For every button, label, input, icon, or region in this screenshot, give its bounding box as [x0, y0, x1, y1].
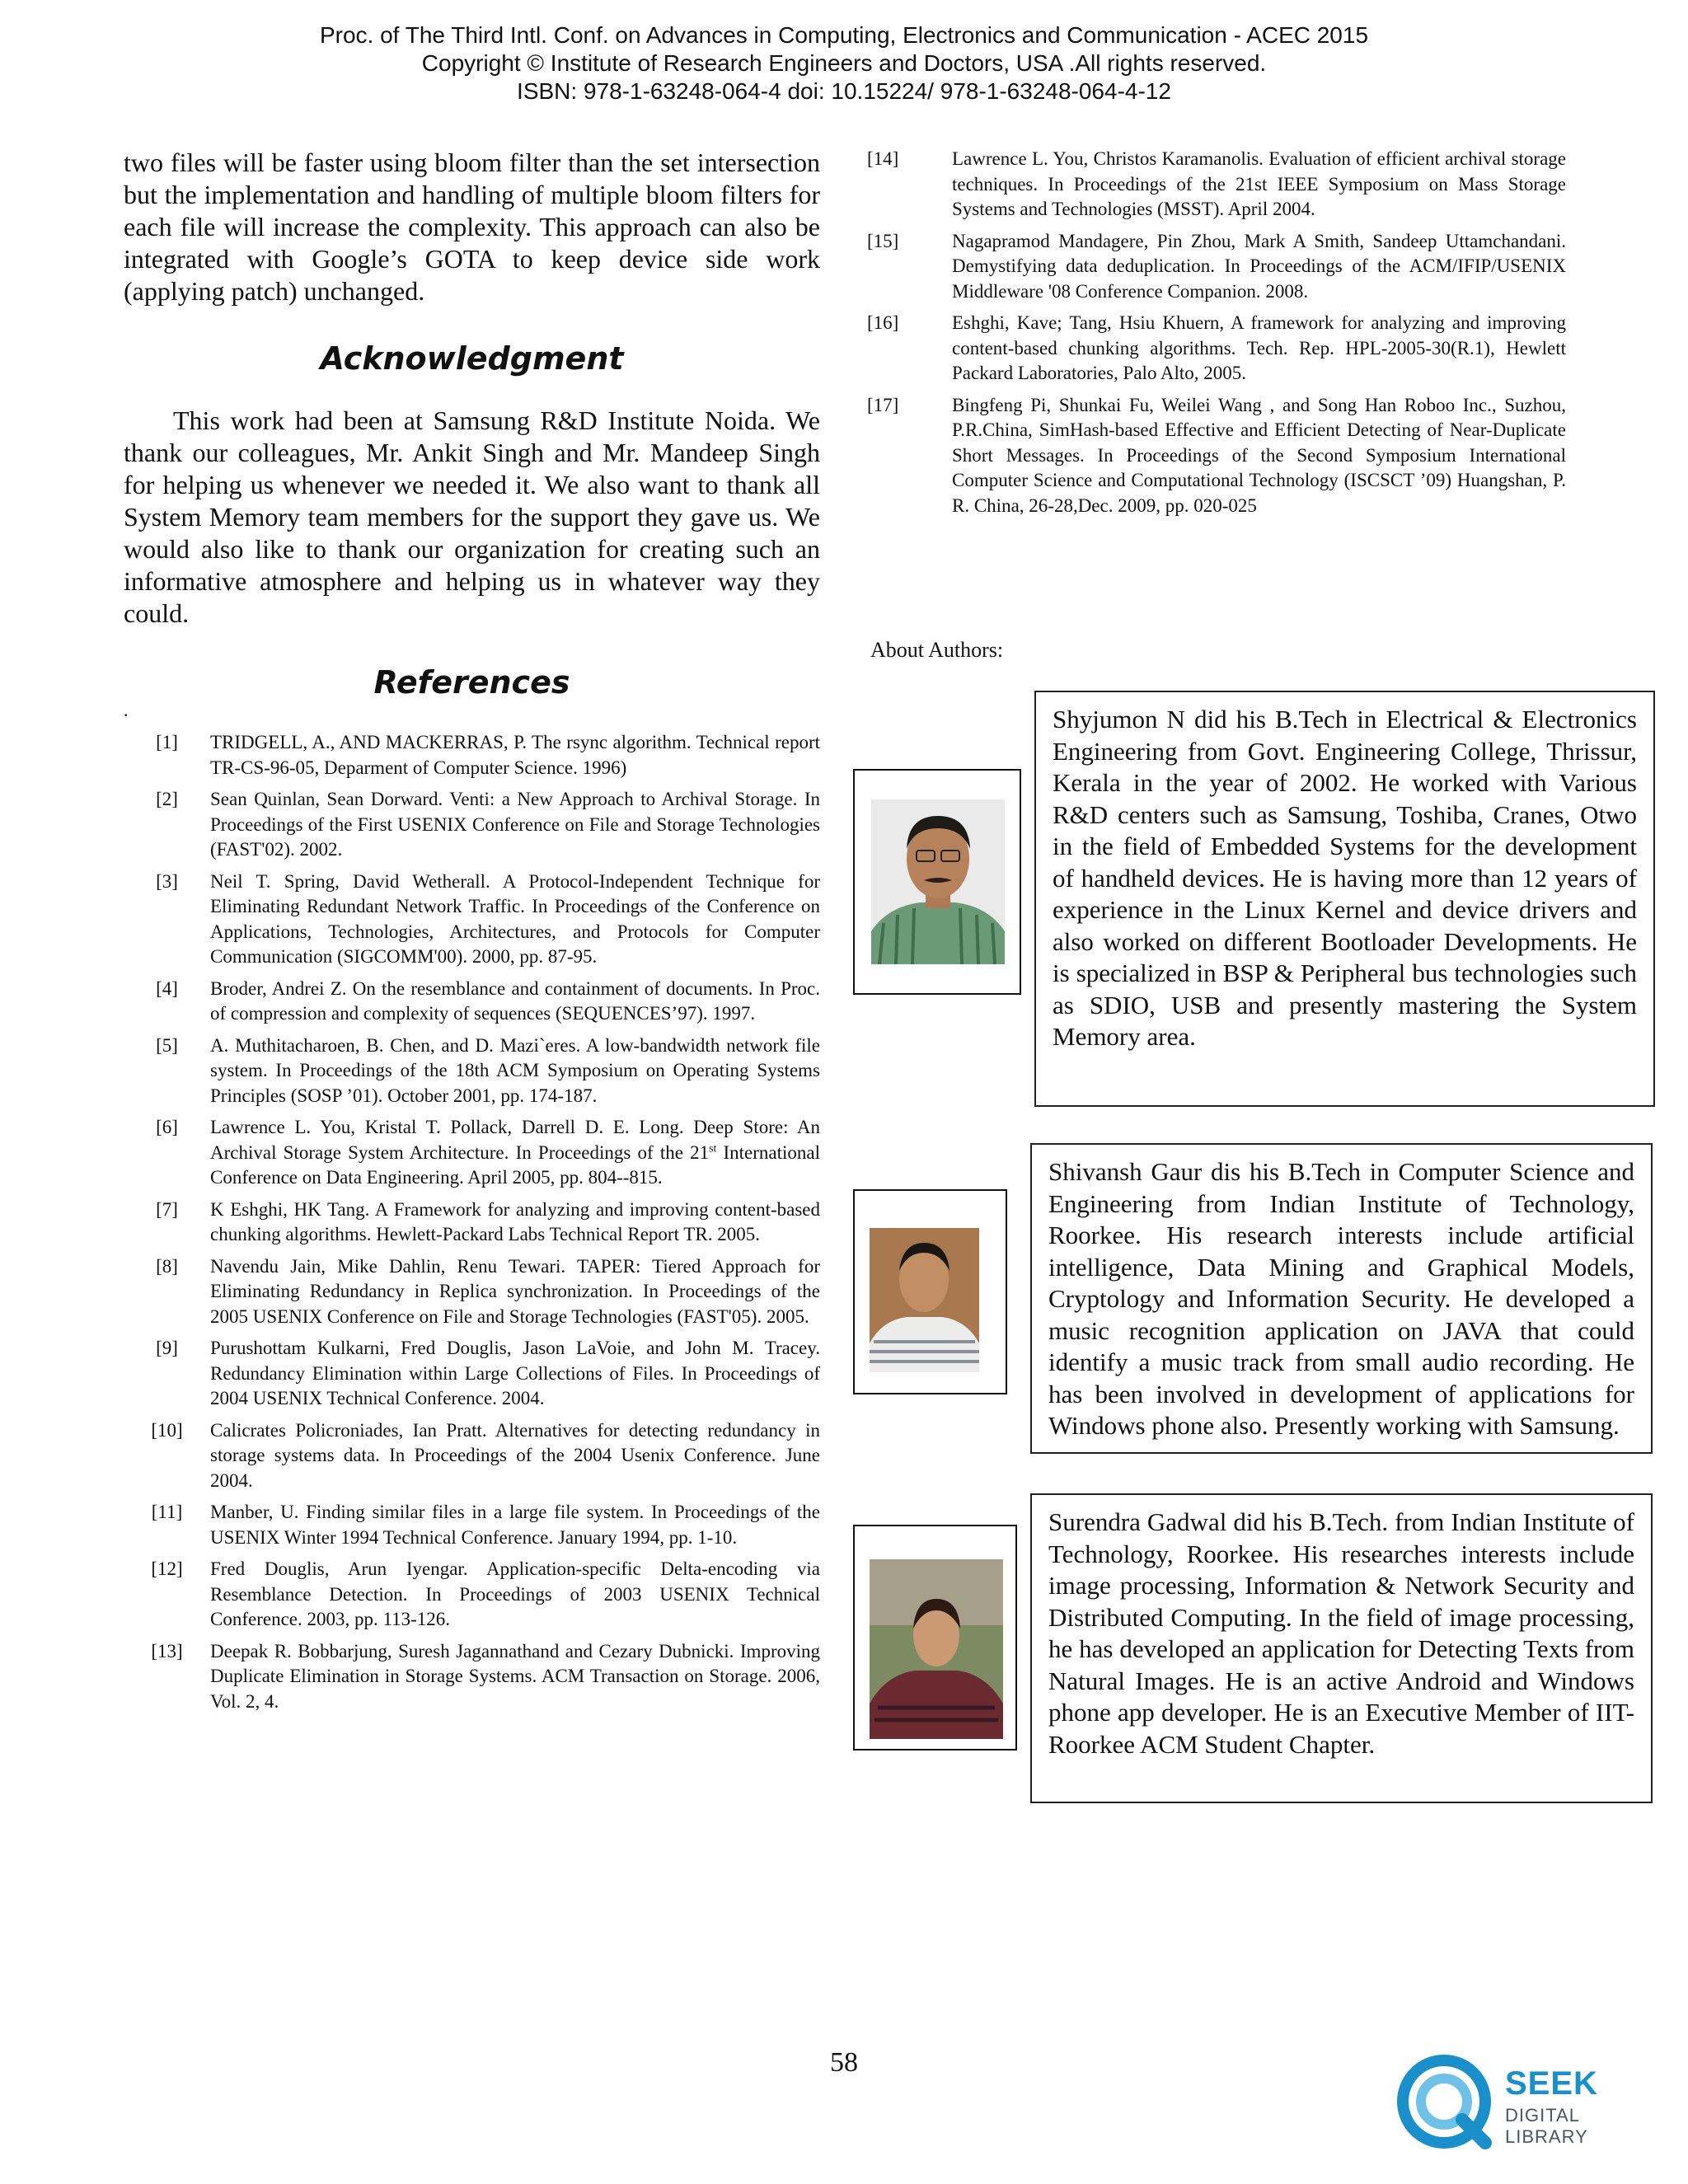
- reference-number: [9]: [156, 1338, 178, 1358]
- right-column: [867, 147, 1566, 525]
- reference-item: [124, 977, 820, 1027]
- header-line-3: ISBN: 978-1-63248-064-4 doi: 10.15224/ 978-1-63248-064-4-12: [517, 78, 1171, 104]
- author-portrait-icon: [871, 799, 1005, 964]
- reference-item: [124, 1115, 820, 1191]
- author-bio-box: [1030, 1143, 1653, 1454]
- author-photo: [871, 799, 1005, 964]
- reference-text-part: Lawrence L. You, Kristal T. Pollack, Darrell D. E. Long. Deep Store: An Archival Storage System Architecture. In Proceedings of the 21: [210, 1117, 820, 1163]
- reference-number: [11]: [151, 1502, 183, 1522]
- reference-text: [210, 1115, 820, 1191]
- reference-item: [124, 787, 820, 863]
- reference-text: Calicrates Policroniades, Ian Pratt. Alternatives for detecting redundancy in storage systems data. In Proceedings of the 2004 Usenix Conference. June 2004.: [210, 1419, 820, 1491]
- reference-item: [124, 1500, 820, 1550]
- reference-text: Manber, U. Finding similar files in a large file system. In Proceedings of the USENIX Winter 1994 Technical Conference. January 1994, pp. 1-10.: [210, 1502, 820, 1548]
- seek-logo-icon: [1393, 2050, 1500, 2158]
- reference-text: Purushottam Kulkarni, Fred Douglis, Jason LaVoie, and John M. Tracey. Redundancy Elimination within Large Collections of Files. In Proceedings of 2004 USENIX Technical Conference. 2004.: [210, 1338, 820, 1408]
- reference-number: [12]: [151, 1558, 183, 1579]
- reference-text-part: International Conference on Data Engineering. April 2005, pp. 804--815.: [210, 1141, 820, 1188]
- acknowledgment-heading: Acknowledgment: [320, 340, 624, 377]
- reference-number: [14]: [867, 148, 899, 169]
- reference-text: Bingfeng Pi, Shunkai Fu, Weilei Wang , and Song Han Roboo Inc., Suzhou, P.R.China, SimHash-based Effective and Efficient Detecting of Near-Duplicate Short Messages. In Proceedings of the Second Symposium International Computer Science and Computational Technology (ISCSCT ’09) Huangshan, P. R. China, 26-28,Dec. 2009, pp. 020-025: [952, 394, 1566, 516]
- stray-dot: .: [124, 700, 129, 720]
- reference-number: [5]: [156, 1034, 178, 1056]
- header-line-1: Proc. of The Third Intl. Conf. on Advances in Computing, Electronics and Communication - ACEC 2015: [319, 22, 1369, 48]
- conference-header: [0, 21, 1688, 105]
- reference-text: Navendu Jain, Mike Dahlin, Renu Tewari. TAPER: Tiered Approach for Eliminating Redundancy in Replica synchronization. In Proceedings of the 2005 USENIX Conference on File and Storage Technologies (FAST'05). 2005.: [210, 1255, 820, 1327]
- reference-item: [124, 1639, 820, 1715]
- reference-item: [124, 1254, 820, 1330]
- reference-item: [867, 147, 1566, 223]
- reference-text: A. Muthitacharoen, B. Chen, and D. Mazi`eres. A low-bandwidth network file system. In Proceedings of the 18th ACM Symposium on Operating Systems Principles (SOSP ’01). October 2001, pp. 174-187.: [210, 1034, 820, 1106]
- author-photo: [870, 1559, 1003, 1739]
- reference-text: Lawrence L. You, Christos Karamanolis. Evaluation of efficient archival storage techniques. In Proceedings of the 21st IEEE Symposium on Mass Storage Systems and Technologies (MSST). April 2004.: [952, 148, 1566, 219]
- reference-item: [124, 1557, 820, 1633]
- reference-text: Deepak R. Bobbarjung, Suresh Jagannathand and Cezary Dubnicki. Improving Duplicate Elimination in Storage Systems. ACM Transaction on Storage. 2006, Vol. 2, 4.: [210, 1640, 820, 1712]
- reference-text: Broder, Andrei Z. On the resemblance and containment of documents. In Proc. of compression and complexity of sequences (SEQUENCES’97). 1997.: [210, 977, 820, 1024]
- author-bio: Surendra Gadwal did his B.Tech. from Indian Institute of Technology, Roorkee. His researches interests include image processing, Information & Network Security and Distributed Computing. In the field of image processing, he has developed an application for Detecting Texts from Natural Images. He is an active Android and Windows phone app developer. He is an Executive Member of IIT-Roorkee ACM Student Chapter.: [1048, 1507, 1634, 1759]
- reference-item: [867, 229, 1566, 305]
- author-bio-box: [1034, 691, 1655, 1107]
- logo-title: SEEK: [1505, 2065, 1598, 2102]
- reference-text: Nagapramod Mandagere, Pin Zhou, Mark A Smith, Sandeep Uttamchandani. Demystifying data deduplication. In Proceedings of the ACM/IFIP/USENIX Middleware '08 Conference Companion. 2008.: [952, 230, 1566, 302]
- acknowledgment-text: This work had been at Samsung R&D Institute Noida. We thank our colleagues, Mr. Ankit Singh and Mr. Mandeep Singh for helping us whenever we needed it. We also want to thank all System Memory team members for the support they gave us. We would also like to thank our organization for creating such an informative atmosphere and helping us in whatever way they could.: [124, 405, 820, 628]
- reference-number: [10]: [151, 1419, 183, 1441]
- reference-number: [15]: [867, 230, 899, 251]
- reference-item: [124, 869, 820, 970]
- reference-text: Neil T. Spring, David Wetherall. A Protocol-Independent Technique for Eliminating Redundant Network Traffic. In Proceedings of the Conference on Applications, Technologies, Architectures, and Protocols for Computer Communication (SIGCOMM'00). 2000, pp. 87-95.: [210, 870, 820, 967]
- reference-text: Sean Quinlan, Sean Dorward. Venti: a New Approach to Archival Storage. In Proceedings of the First USENIX Conference on File and Storage Technologies (FAST'02). 2002.: [210, 789, 820, 860]
- reference-item: [124, 1033, 820, 1109]
- reference-number: [6]: [156, 1117, 178, 1137]
- references-heading: References: [373, 664, 570, 701]
- about-authors-label: About Authors:: [870, 638, 1004, 662]
- reference-text: TRIDGELL, A., AND MACKERRAS, P. The rsync algorithm. Technical report TR-CS-96-05, Deparment of Computer Science. 1996): [210, 732, 820, 778]
- intro-paragraph: two files will be faster using bloom filter than the set intersection but the implementation and handling of multiple bloom filters for each file will increase the complexity. This approach can also be integrated with Google’s GOTA to keep device side work (applying patch) unchanged.: [124, 148, 820, 306]
- left-column: [124, 147, 820, 1721]
- reference-list-left: [124, 730, 820, 1714]
- author-bio: Shivansh Gaur dis his B.Tech in Computer Science and Engineering from Indian Institute of Technology, Roorkee. His research interests include artificial intelligence, Data Mining and Graphical Models, Cryptology and Information Security. He developed a music recognition application on JAVA that could identify a music track from small audio recording. He has been involved in development of applications for Windows phone also. Presently working with Samsung.: [1048, 1157, 1634, 1440]
- author-photo-frame: [853, 769, 1021, 995]
- reference-item: [867, 311, 1566, 387]
- reference-number: [3]: [156, 870, 178, 892]
- seek-digital-library-logo: [1393, 2050, 1657, 2158]
- reference-item: [124, 1418, 820, 1494]
- reference-text: Eshghi, Kave; Tang, Hsiu Khuern, A framework for analyzing and improving content-based chunking algorithms. Tech. Rep. HPL-2005-30(R.1), Hewlett Packard Laboratories, Palo Alto, 2005.: [952, 312, 1566, 383]
- reference-number: [8]: [156, 1255, 178, 1277]
- reference-number: [1]: [156, 732, 178, 752]
- reference-item: [124, 1336, 820, 1412]
- reference-text: Fred Douglis, Arun Iyengar. Application-specific Delta-encoding via Resemblance Detection. In Proceedings of 2003 USENIX Technical Conference. 2003, pp. 113-126.: [210, 1558, 820, 1629]
- page-number: 58: [830, 2047, 858, 2078]
- author-bio-box: [1030, 1493, 1653, 1803]
- reference-number: [13]: [151, 1640, 183, 1661]
- reference-item: [124, 1197, 820, 1248]
- header-line-2: Copyright © Institute of Research Engineers and Doctors, USA .All rights reserved.: [421, 50, 1267, 76]
- author-portrait-icon: [870, 1559, 1003, 1739]
- reference-number: [4]: [156, 977, 178, 999]
- reference-text: K Eshghi, HK Tang. A Framework for analyzing and improving content-based chunking algorithms. Hewlett-Packard Labs Technical Report TR. 2005.: [210, 1198, 820, 1244]
- ordinal-suffix: st: [709, 1141, 717, 1154]
- reference-number: [7]: [156, 1198, 178, 1220]
- author-photo-frame: [853, 1525, 1017, 1750]
- author-portrait-icon: [870, 1228, 979, 1372]
- author-photo-frame: [853, 1189, 1007, 1394]
- reference-number: [2]: [156, 789, 178, 809]
- reference-number: [17]: [867, 394, 899, 415]
- logo-subtitle: DIGITAL LIBRARY: [1505, 2105, 1588, 2147]
- reference-number: [16]: [867, 312, 899, 333]
- author-photo: [870, 1228, 979, 1372]
- reference-item: [867, 393, 1566, 519]
- reference-item: [124, 730, 820, 780]
- author-bio: Shyjumon N did his B.Tech in Electrical & Electronics Engineering from Govt. Engineering College, Thrissur, Kerala in the year of 2002. He worked with Various R&D centers such as Samsung, Toshiba, Cranes, Otwo in the field of Embedded Systems for the development of handheld devices. He is having more than 12 years of experience in the Linux Kernel and device drivers and also worked on different Bootloader Developments. He is specialized in BSP & Peripheral bus technologies such as SDIO, USB and presently mastering the System Memory area.: [1053, 705, 1637, 1051]
